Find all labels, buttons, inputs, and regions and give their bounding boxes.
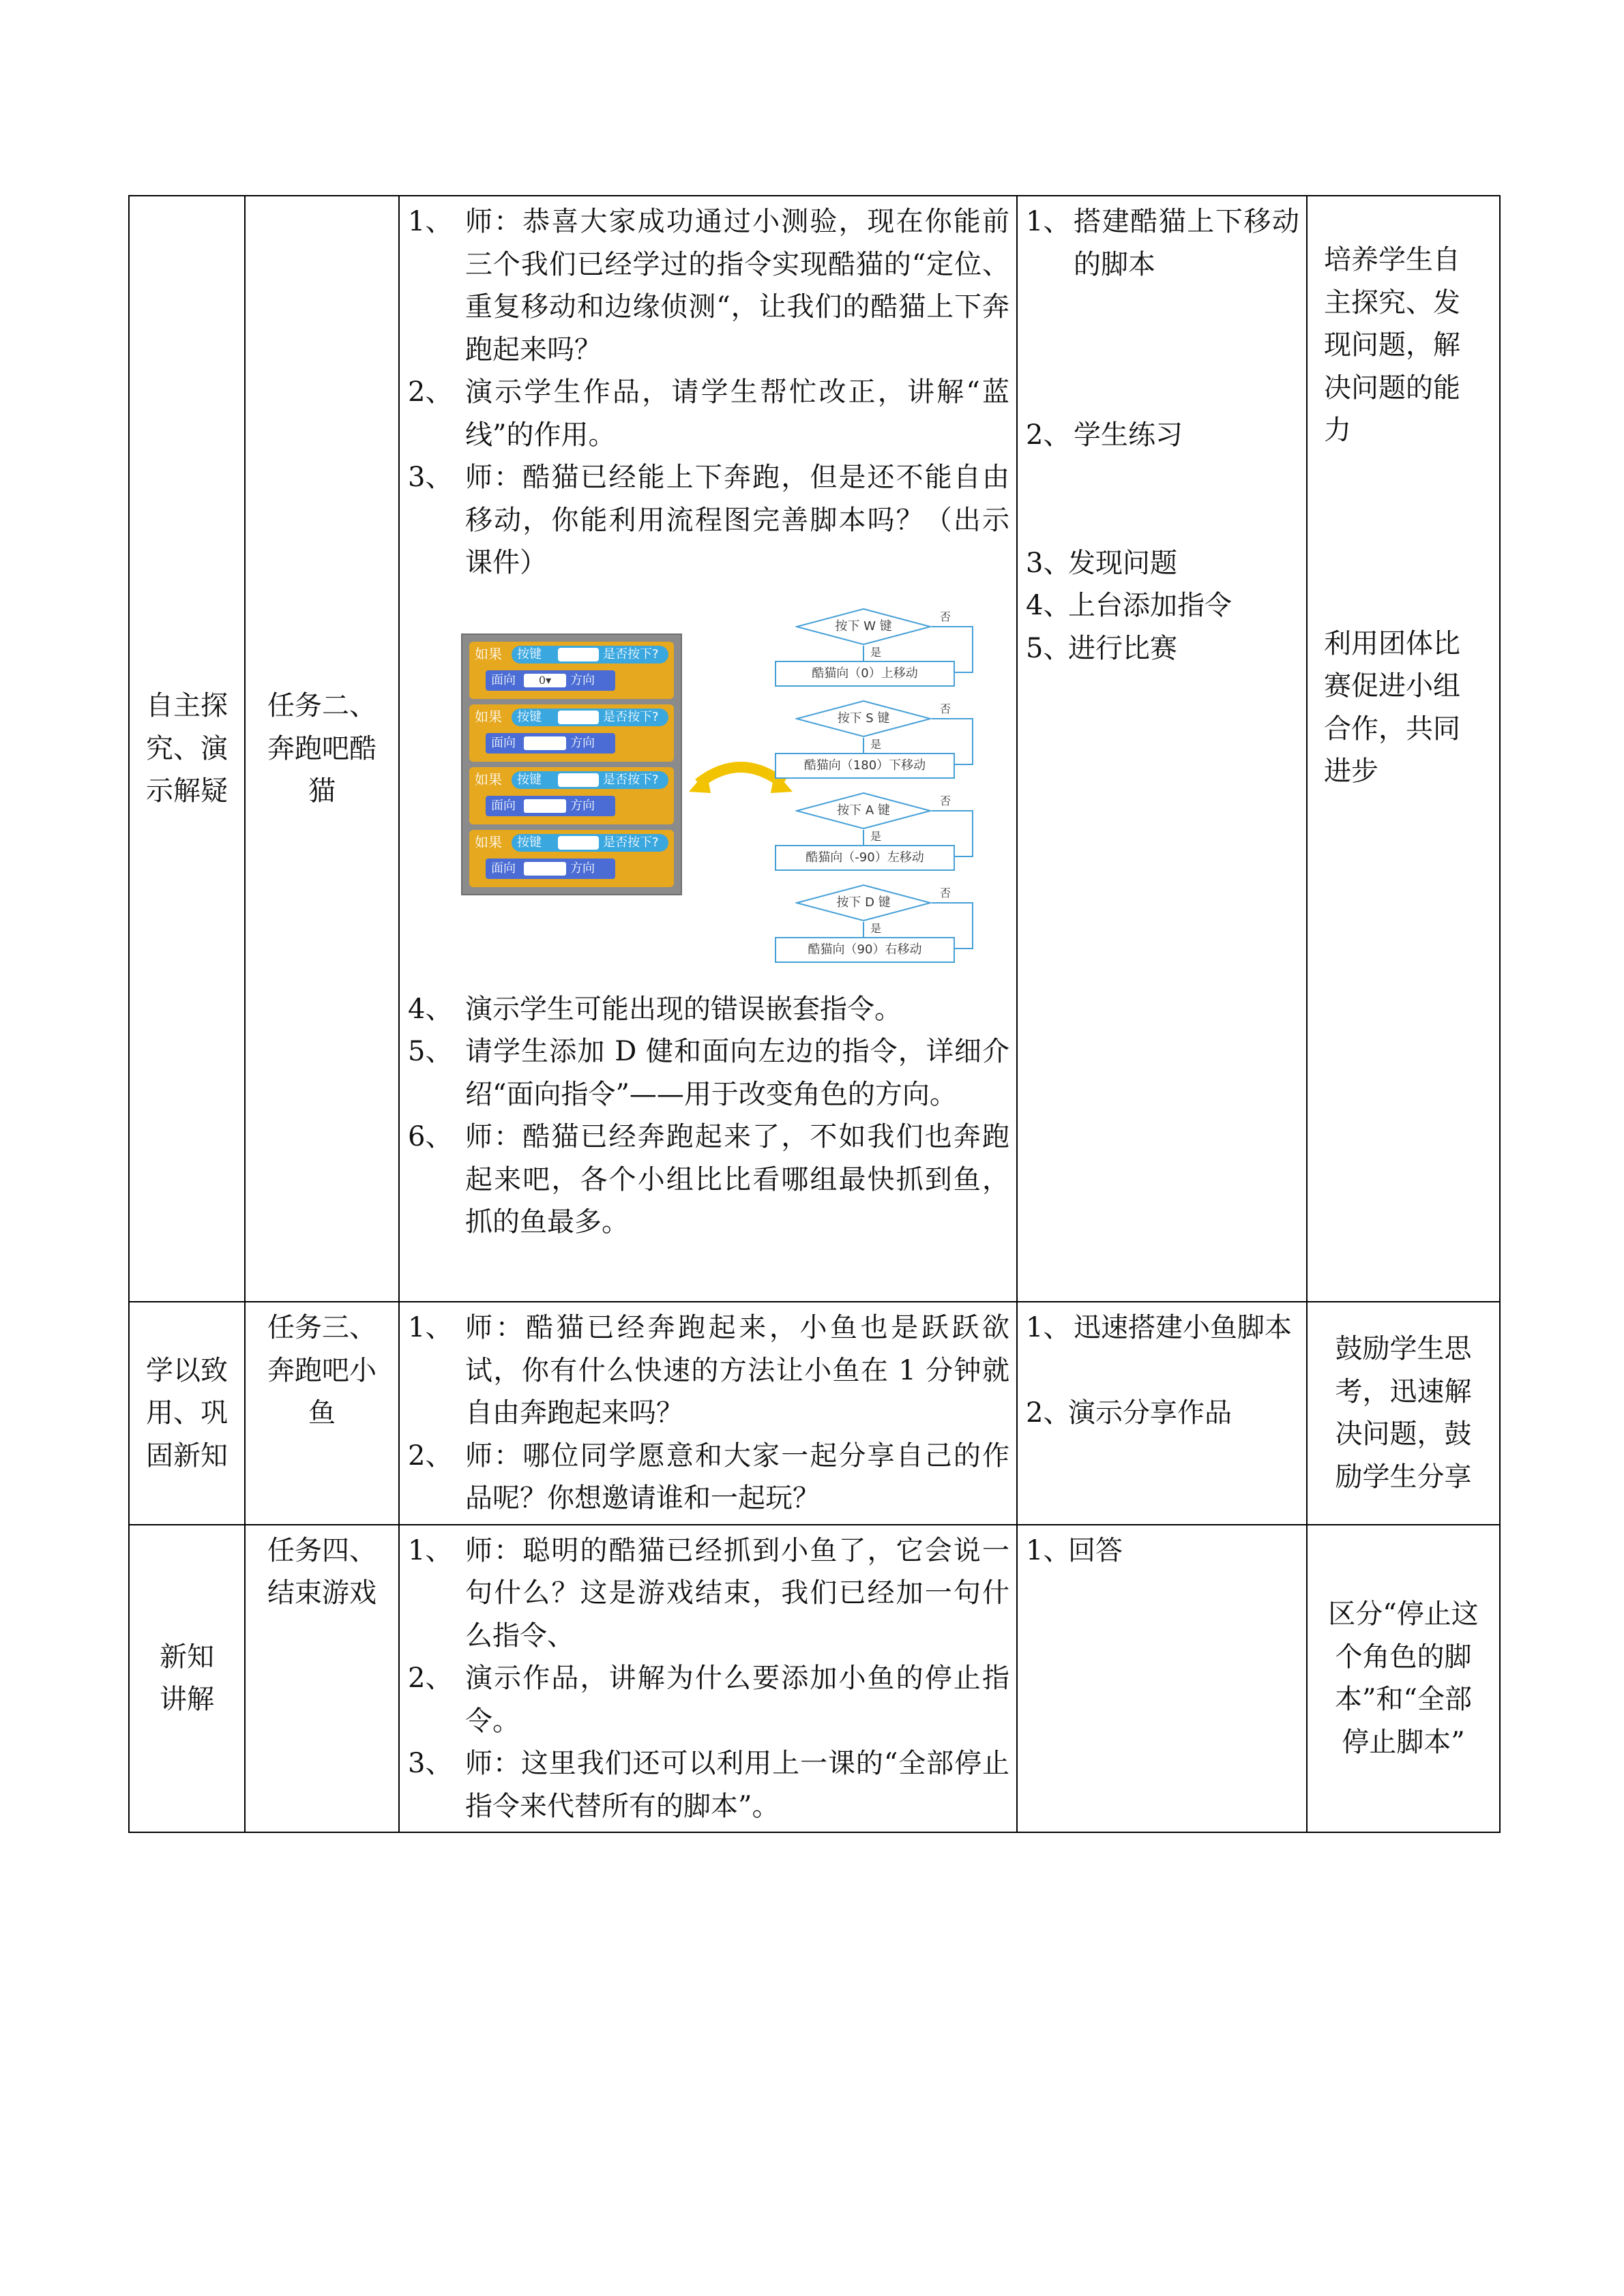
item-number: 6、 <box>408 1121 453 1152</box>
direction-slot <box>524 736 566 750</box>
item-number: 3、 <box>408 1748 453 1779</box>
item-number: 1、 <box>1026 1312 1071 1343</box>
list-item <box>1026 542 1299 585</box>
no-label: 否 <box>940 794 951 807</box>
key-pressed-sensor <box>512 771 668 789</box>
teacher-steps-list <box>400 196 1016 588</box>
action-label: 酷猫向（90）右移动 <box>808 942 922 957</box>
teacher-steps-list <box>400 1302 1016 1524</box>
list-item <box>1026 1530 1299 1572</box>
stage-cell <box>129 1525 245 1833</box>
item-number: 2、 <box>1026 1397 1071 1429</box>
list-item <box>1026 584 1299 627</box>
yes-label: 是 <box>870 645 882 659</box>
direction-label: 方向 <box>570 861 595 876</box>
list-item <box>408 200 1009 371</box>
if-label: 如果 <box>475 645 502 662</box>
if-label: 如果 <box>475 708 502 725</box>
point-direction-block <box>486 796 615 816</box>
design-intent-cell <box>1307 1302 1500 1525</box>
direction-label: 方向 <box>570 735 595 750</box>
item-text: 回答 <box>1068 1534 1123 1566</box>
item-text: 演示学生可能出现的错误嵌套指令。 <box>465 993 902 1025</box>
item-text: 学生练习 <box>1074 419 1183 451</box>
list-item <box>408 371 1009 456</box>
stage-cell <box>129 1302 245 1525</box>
pressed-label: 是否按下? <box>603 646 659 661</box>
table-row <box>129 196 1500 1302</box>
flow-action <box>775 661 955 687</box>
yes-label: 是 <box>870 921 882 935</box>
list-item <box>1026 1307 1299 1350</box>
flow-action <box>775 845 955 871</box>
stage-label: 学以致用、巩固新知 <box>146 1354 228 1472</box>
key-pressed-sensor <box>512 646 668 664</box>
no-label: 否 <box>940 610 951 623</box>
item-number: 2、 <box>1026 419 1071 451</box>
item-text: 师：酷猫已经能上下奔跑，但是还不能自由移动，你能利用流程图完善脚本吗？（出示课件） <box>465 462 1009 578</box>
item-text: 师：恭喜大家成功通过小测验，现在你能前三个我们已经学过的指令实现酷猫的“定位、重复移动和边缘侦测“，让我们的酷猫上下奔跑起来吗？ <box>465 206 1009 366</box>
scratch-if-block <box>469 704 674 762</box>
list-item <box>408 1657 1009 1742</box>
student-activity-cell <box>1017 1302 1307 1525</box>
face-label: 面向 <box>491 861 516 876</box>
list-item <box>408 1530 1009 1658</box>
design-intent-text: 区分“停止这个角色的脚本”和“全部停止脚本” <box>1328 1598 1479 1758</box>
no-label: 否 <box>940 886 951 899</box>
courseware-figure <box>400 594 1016 976</box>
flow-decision <box>795 608 932 646</box>
list-item <box>408 988 1009 1031</box>
table-row <box>129 1525 1500 1833</box>
direction-label: 方向 <box>570 798 595 813</box>
face-label: 面向 <box>491 672 516 687</box>
list-item <box>408 1307 1009 1435</box>
item-text: 演示分享作品 <box>1068 1397 1232 1429</box>
student-steps-list <box>1018 196 1306 674</box>
list-item <box>1026 414 1299 457</box>
teacher-activity-cell <box>399 196 1017 1302</box>
item-text: 发现问题 <box>1068 547 1177 579</box>
item-number: 4、 <box>1026 590 1071 621</box>
student-steps-list <box>1018 1302 1306 1438</box>
flow-decision <box>795 884 932 922</box>
item-text: 师：聪明的酷猫已经抓到小鱼了，它会说一句什么？这是游戏结束，我们已经加一句什么指令、 <box>465 1534 1009 1652</box>
item-text: 进行比赛 <box>1068 632 1177 664</box>
point-direction-block <box>486 859 615 879</box>
student-activity-cell <box>1017 196 1307 1302</box>
key-label: 按键 <box>517 835 542 850</box>
item-text: 迅速搭建小鱼脚本 <box>1074 1312 1292 1343</box>
item-number: 3、 <box>1026 547 1071 579</box>
item-number: 1、 <box>408 206 453 237</box>
item-number: 1、 <box>1026 1534 1071 1566</box>
stage-label: 新知讲解 <box>160 1641 214 1716</box>
item-number: 2、 <box>408 1663 453 1694</box>
flowchart-image <box>768 594 1000 976</box>
task-cell <box>245 1302 399 1525</box>
task-label: 任务三、奔跑吧小鱼 <box>267 1312 377 1429</box>
scratch-script-image <box>461 633 682 895</box>
item-text: 演示作品，讲解为什么要添加小鱼的停止指令。 <box>465 1663 1009 1737</box>
direction-slot <box>524 799 566 813</box>
item-number: 2、 <box>408 376 453 408</box>
flow-decision <box>795 700 932 738</box>
design-intent-text: 培养学生自主探究、发现问题，解决问题的能力 <box>1324 244 1460 446</box>
design-intent-cell <box>1307 1525 1500 1833</box>
teacher-activity-cell <box>399 1525 1017 1833</box>
action-label: 酷猫向（180）下移动 <box>803 758 926 773</box>
action-label: 酷猫向（-90）左移动 <box>806 850 924 865</box>
teacher-steps-list-continued <box>400 984 1016 1248</box>
list-item <box>408 456 1009 584</box>
yes-label: 是 <box>870 829 882 843</box>
key-pressed-sensor <box>512 834 668 852</box>
item-number: 4、 <box>408 993 453 1025</box>
teacher-steps-list <box>400 1525 1016 1832</box>
decision-label: 按下 W 键 <box>835 618 892 633</box>
key-label: 按键 <box>517 646 542 661</box>
yes-label: 是 <box>870 737 882 751</box>
decision-label: 按下 A 键 <box>837 803 890 818</box>
item-number: 1、 <box>1026 206 1071 237</box>
pressed-label: 是否按下? <box>603 772 659 787</box>
pressed-label: 是否按下? <box>603 709 659 724</box>
scratch-if-block <box>469 642 674 699</box>
item-text: 演示学生作品，请学生帮忙改正，讲解“蓝线”的作用。 <box>465 376 1009 451</box>
item-number: 1、 <box>408 1534 453 1566</box>
stage-label: 自主探究、演示解疑 <box>146 690 228 807</box>
direction-slot <box>524 862 566 876</box>
item-number: 2、 <box>408 1440 453 1472</box>
decision-label: 按下 D 键 <box>836 895 891 910</box>
design-intent-text: 利用团体比赛促进小组合作，共同进步 <box>1324 627 1460 787</box>
decision-label: 按下 S 键 <box>837 711 890 726</box>
pressed-label: 是否按下? <box>603 835 659 850</box>
item-text: 上台添加指令 <box>1068 590 1232 621</box>
flow-decision <box>795 792 932 830</box>
if-label: 如果 <box>475 771 502 788</box>
no-label: 否 <box>940 702 951 715</box>
task-cell <box>245 1525 399 1833</box>
item-text: 师：酷猫已经奔跑起来，小鱼也是跃跃欲试，你有什么快速的方法让小鱼在 1 分钟就自由奔跑起来吗？ <box>465 1312 1009 1429</box>
if-label: 如果 <box>475 833 502 850</box>
task-label: 任务四、结束游戏 <box>267 1534 377 1609</box>
key-slot <box>558 711 599 724</box>
list-item <box>1026 200 1299 286</box>
design-intent-text: 鼓励学生思考，迅速解决问题，鼓励学生分享 <box>1335 1333 1472 1493</box>
list-item <box>408 1116 1009 1244</box>
item-number: 5、 <box>1026 632 1071 664</box>
key-label: 按键 <box>517 709 542 724</box>
design-intent-cell <box>1307 196 1500 1302</box>
direction-label: 方向 <box>570 672 595 687</box>
flow-action <box>775 753 955 779</box>
scratch-if-block <box>469 830 674 887</box>
point-direction-block <box>486 733 615 754</box>
teacher-activity-cell <box>399 1302 1017 1525</box>
task-label: 任务二、奔跑吧酷猫 <box>267 690 377 807</box>
scratch-if-block <box>469 767 674 824</box>
stage-cell <box>129 196 245 1302</box>
face-label: 面向 <box>491 735 516 750</box>
item-number: 3、 <box>408 462 453 493</box>
student-steps-list <box>1018 1525 1306 1577</box>
key-slot <box>558 836 599 850</box>
item-text: 师：这里我们还可以利用上一课的“全部停止指令来代替所有的脚本”。 <box>465 1748 1009 1822</box>
table-row <box>129 1302 1500 1525</box>
direction-slot: 0▾ <box>524 674 566 687</box>
list-item <box>408 1435 1009 1520</box>
item-text: 搭建酷猫上下移动的脚本 <box>1074 206 1299 280</box>
item-text: 师：哪位同学愿意和大家一起分享自己的作品呢？你想邀请谁和一起玩？ <box>465 1440 1009 1514</box>
list-item <box>1026 627 1299 670</box>
list-item <box>408 1030 1009 1116</box>
item-text: 师：酷猫已经奔跑起来了，不如我们也奔跑起来吧，各个小组比比看哪组最快抓到鱼，抓的鱼最多。 <box>465 1121 1009 1238</box>
face-label: 面向 <box>491 798 516 813</box>
list-item <box>408 1742 1009 1828</box>
task-cell <box>245 196 399 1302</box>
flow-action <box>775 937 955 963</box>
key-pressed-sensor <box>512 709 668 726</box>
lesson-plan-table <box>128 195 1501 1833</box>
item-text: 请学生添加 D 健和面向左边的指令，详细介绍“面向指令”——用于改变角色的方向。 <box>465 1036 1009 1110</box>
key-label: 按键 <box>517 772 542 787</box>
student-activity-cell <box>1017 1525 1307 1833</box>
item-number: 5、 <box>408 1036 453 1067</box>
list-item <box>1026 1392 1299 1435</box>
action-label: 酷猫向（0）上移动 <box>812 666 918 681</box>
item-number: 1、 <box>408 1312 453 1343</box>
point-direction-block <box>486 670 615 691</box>
key-slot <box>558 773 599 787</box>
key-slot <box>558 648 599 661</box>
